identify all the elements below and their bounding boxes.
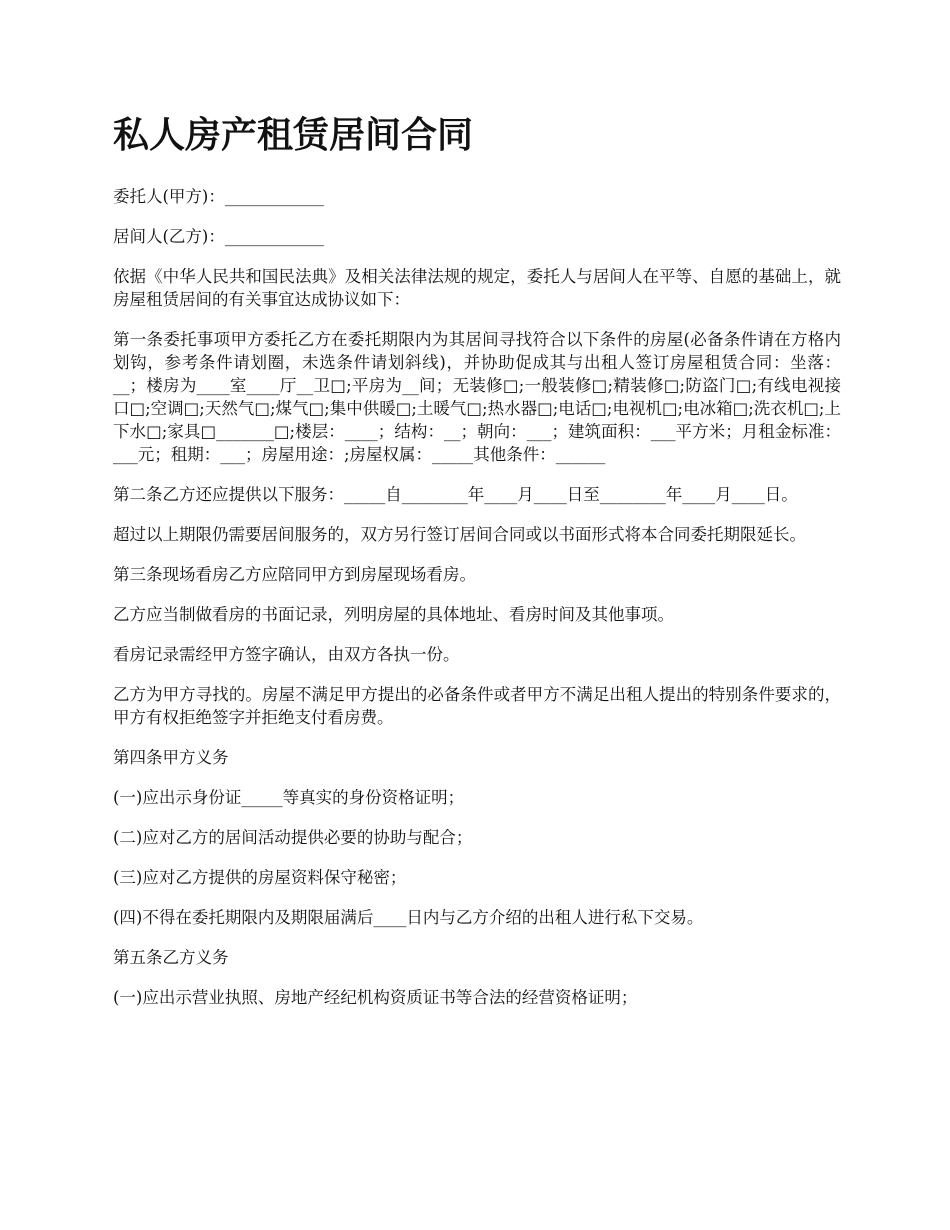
document-page (113, 0, 841, 1009)
party-a-duty-3: (三)应对乙方提供的房屋资料保守秘密； (113, 868, 407, 887)
party-a-duty-2: (二)应对乙方的居间活动提供必要的协助与配合； (113, 828, 473, 847)
article-3-paragraph: 第三条现场看房乙方应陪同甲方到房屋现场看房。 (113, 565, 476, 584)
party-a-duty-4: (四)不得在委托期限内及期限届满后____日内与乙方介绍的出租人进行私下交易。 (113, 908, 704, 927)
party-b-line: 居间人(乙方)：____________ (113, 227, 324, 246)
article-2-paragraph: 第二条乙方还应提供以下服务：_____自________年____月____日至________年____月____日。 (113, 485, 798, 504)
party-b-duty-1: (一)应出示营业执照、房地产经纪机构资质证书等合法的经营资格证明； (113, 988, 638, 1007)
preamble-paragraph: 依据《中华人民共和国民法典》及相关法律法规的规定，委托人与居间人在平等、自愿的基础上，就房屋租赁居间的有关事宜达成协议如下： (113, 267, 841, 309)
article-4-heading: 第四条甲方义务 (113, 748, 229, 767)
extension-paragraph: 超过以上期限仍需要居间服务的，双方另行签订居间合同或以书面形式将本合同委托期限延长。 (113, 525, 806, 544)
article-1-paragraph: 第一条委托事项甲方委托乙方在委托期限内为其居间寻找符合以下条件的房屋(必备条件请在方格内划钩，参考条件请划圈，未选条件请划斜线)，并协助促成其与出租人签订房屋租赁合同：坐落：__；楼房为____室____厅__卫□;平房为__间；无装修□;一般装修□;精装修□;防盗门□;有线电视接口□;空调□;天然气□;煤气□;集中供暖□;土暖气□;热水器□;电话□;电视机□;电冰箱□;洗衣机□;上下水□;家具□_______□;楼层：____；结构：__；朝向：___；建筑面积：___平方米；月租金标准：___元；租期：___；房屋用途：;房屋权属：_____其他条件：______ (113, 330, 841, 464)
article-5-heading: 第五条乙方义务 (113, 948, 229, 967)
refusal-paragraph: 乙方为甲方寻找的。房屋不满足甲方提出的必备条件或者甲方不满足出租人提出的特别条件要求的，甲方有权拒绝签字并拒绝支付看房费。 (113, 685, 841, 727)
viewing-record-paragraph: 乙方应当制做看房的书面记录，列明房屋的具体地址、看房时间及其他事项。 (113, 605, 674, 624)
viewing-confirmation-paragraph: 看房记录需经甲方签字确认，由双方各执一份。 (113, 645, 460, 664)
document-title: 私人房产租赁居间合同 (113, 115, 474, 156)
party-a-line: 委托人(甲方)：____________ (113, 187, 324, 206)
party-a-duty-1: (一)应出示身份证_____等真实的身份资格证明； (113, 788, 465, 807)
